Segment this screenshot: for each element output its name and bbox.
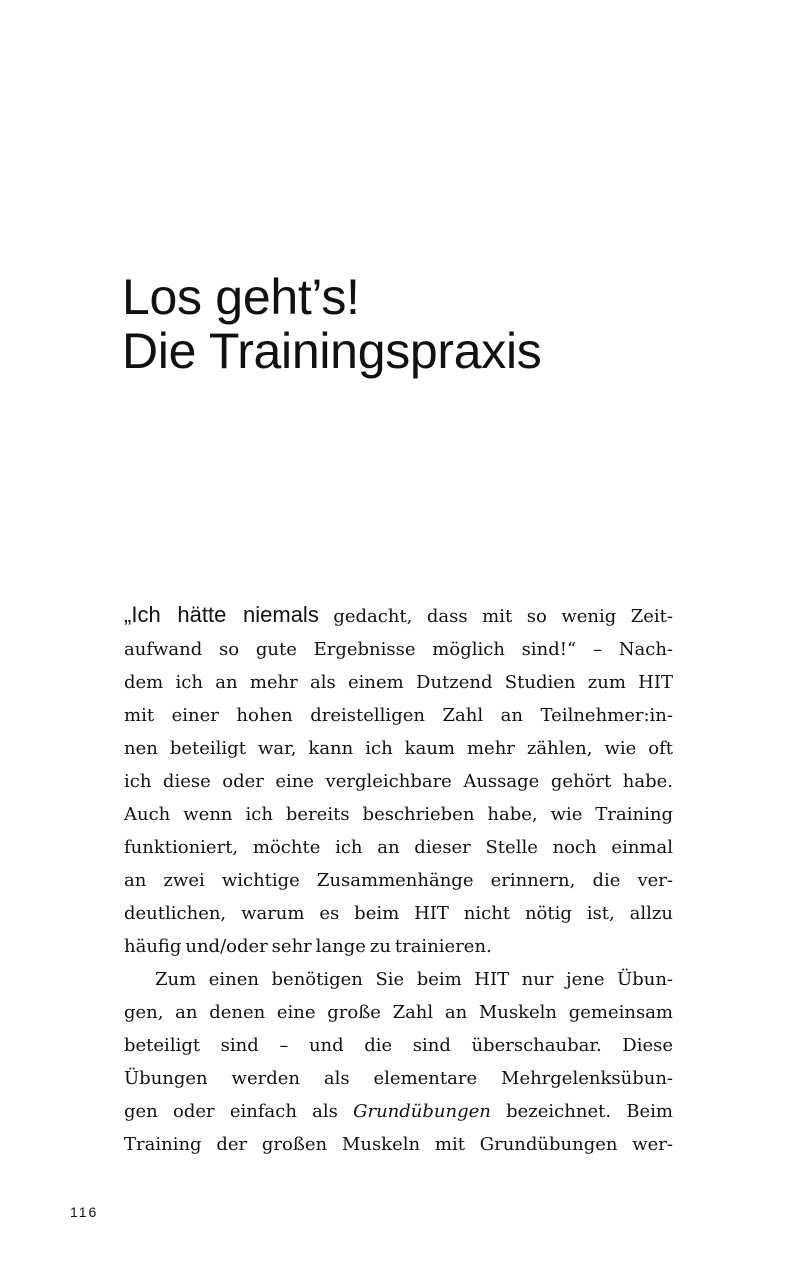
page-number: 116 <box>70 1204 99 1220</box>
paragraph-2 <box>124 963 673 1161</box>
text-fragment: bezeichnet. Beim <box>506 1101 673 1122</box>
chapter-title <box>122 270 541 378</box>
chapter-title-line-2: Die Trainingspraxis <box>122 323 542 379</box>
text-fragment: gedacht, dass mit so wenig Zeit- <box>333 606 673 627</box>
chapter-title-line-1: Los geht’s! <box>122 269 360 325</box>
text-line: gen, an denen eine große Zahl an Muskeln gemeinsam <box>124 1002 673 1023</box>
text-line: Zum einen benötigen Sie beim HIT nur jene Übun- <box>155 969 673 990</box>
text-line: Auch wenn ich bereits beschrieben habe, wie Training <box>124 804 673 825</box>
text-line: Training der großen Muskeln mit Grundübungen wer- <box>124 1134 673 1155</box>
text-line <box>124 1095 673 1128</box>
body-text <box>124 598 673 1161</box>
text-line: an zwei wichtige Zusammenhänge erinnern, die ver- <box>124 870 673 891</box>
lead-in: „Ich hätte niemals <box>124 602 319 627</box>
text-line: häufig und/oder sehr lange zu trainieren. <box>124 936 492 957</box>
text-line <box>124 598 673 633</box>
paragraph-1 <box>124 598 673 963</box>
text-line: dem ich an mehr als einem Dutzend Studien zum HIT <box>124 672 673 693</box>
text-line: deutlichen, warum es beim HIT nicht nötig ist, allzu <box>124 903 673 924</box>
emphasized-term: Grundübungen <box>353 1101 491 1122</box>
text-line: nen beteiligt war, kann ich kaum mehr zählen, wie oft <box>124 738 673 759</box>
text-line: funktioniert, möchte ich an dieser Stelle noch einmal <box>124 837 673 858</box>
text-line: aufwand so gute Ergebnisse möglich sind!“ – Nach- <box>124 639 673 660</box>
text-line: ich diese oder eine vergleichbare Aussage gehört habe. <box>124 771 673 792</box>
text-line: beteiligt sind – und die sind überschaubar. Diese <box>124 1035 673 1056</box>
text-line: mit einer hohen dreistelligen Zahl an Teilnehmer:in- <box>124 705 673 726</box>
text-line: Übungen werden als elementare Mehrgelenksübun- <box>124 1068 673 1089</box>
text-fragment: gen oder einfach als <box>124 1101 338 1122</box>
